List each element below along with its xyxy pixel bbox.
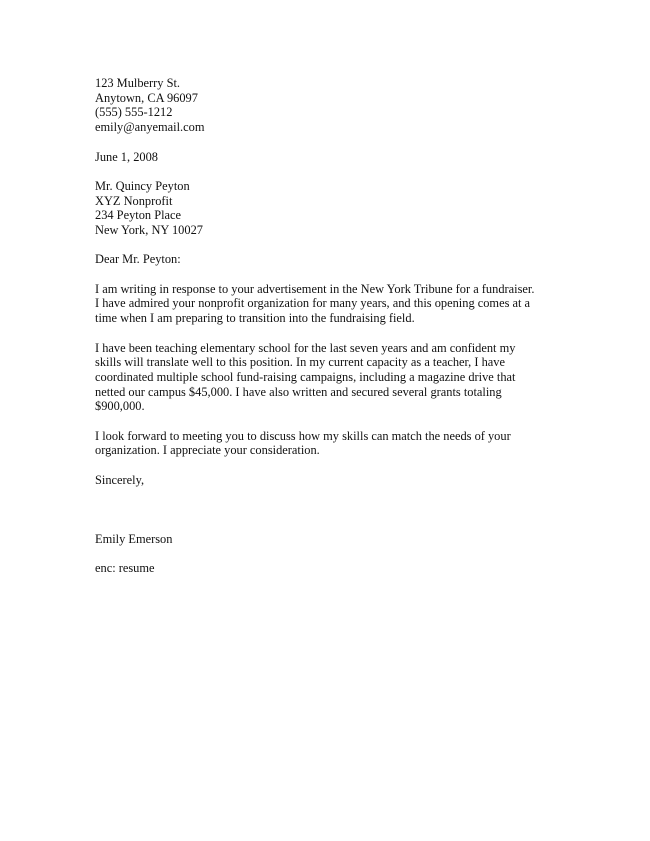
paragraph-line: netted our campus $45,000. I have also written and secured several grants totaling: [95, 384, 502, 399]
paragraph-line: skills will translate well to this position. In my current capacity as a teacher, I have: [95, 355, 505, 370]
body-paragraph-3: [95, 429, 565, 458]
body-paragraph-2: [95, 341, 565, 415]
spacer: [95, 267, 565, 282]
spacer: [95, 238, 565, 253]
signature-space: [95, 488, 565, 532]
sender-phone: (555) 555-1212: [95, 105, 173, 120]
recipient-city-state-zip: New York, NY 10027: [95, 223, 203, 237]
salutation-block: [95, 252, 565, 267]
recipient-name: Mr. Quincy Peyton: [95, 178, 190, 193]
recipient-street: 234 Peyton Place: [95, 208, 182, 223]
cover-letter: [95, 76, 565, 576]
letter-date: June 1, 2008: [95, 149, 158, 164]
letter-date-block: [95, 150, 565, 165]
signature-name: Emily Emerson: [95, 531, 173, 546]
signature-block: [95, 532, 565, 547]
enclosure-note: enc: resume: [95, 560, 155, 575]
paragraph-line: I have been teaching elementary school for the last seven years and am confident my: [95, 340, 516, 355]
paragraph-line: organization. I appreciate your consideration.: [95, 443, 320, 458]
spacer: [95, 414, 565, 429]
paragraph-line: $900,000.: [95, 399, 145, 414]
spacer: [95, 326, 565, 341]
enclosure-block: [95, 561, 565, 576]
spacer: [95, 135, 565, 150]
spacer: [95, 164, 565, 179]
sender-city-state-zip: Anytown, CA 96097: [95, 90, 198, 105]
sender-email: emily@anyemail.com: [95, 120, 205, 135]
paragraph-line: I have admired your nonprofit organization for many years, and this opening comes at a: [95, 296, 531, 311]
recipient-address: [95, 179, 565, 238]
closing-block: [95, 473, 565, 488]
paragraph-line: time when I am preparing to transition into the fundraising field.: [95, 311, 415, 326]
paragraph-line: coordinated multiple school fund-raising campaigns, including a magazine drive that: [95, 369, 516, 384]
recipient-organization: XYZ Nonprofit: [95, 193, 173, 208]
paragraph-line: I look forward to meeting you to discuss how my skills can match the needs of your: [95, 428, 511, 443]
body-paragraph-1: [95, 282, 565, 326]
spacer: [95, 546, 565, 561]
closing: Sincerely,: [95, 472, 145, 487]
spacer: [95, 458, 565, 473]
sender-address: [95, 76, 565, 135]
sender-street: 123 Mulberry St.: [95, 76, 181, 90]
paragraph-line: I am writing in response to your advertisement in the New York Tribune for a fundraiser.: [95, 281, 535, 296]
salutation: Dear Mr. Peyton:: [95, 252, 181, 267]
